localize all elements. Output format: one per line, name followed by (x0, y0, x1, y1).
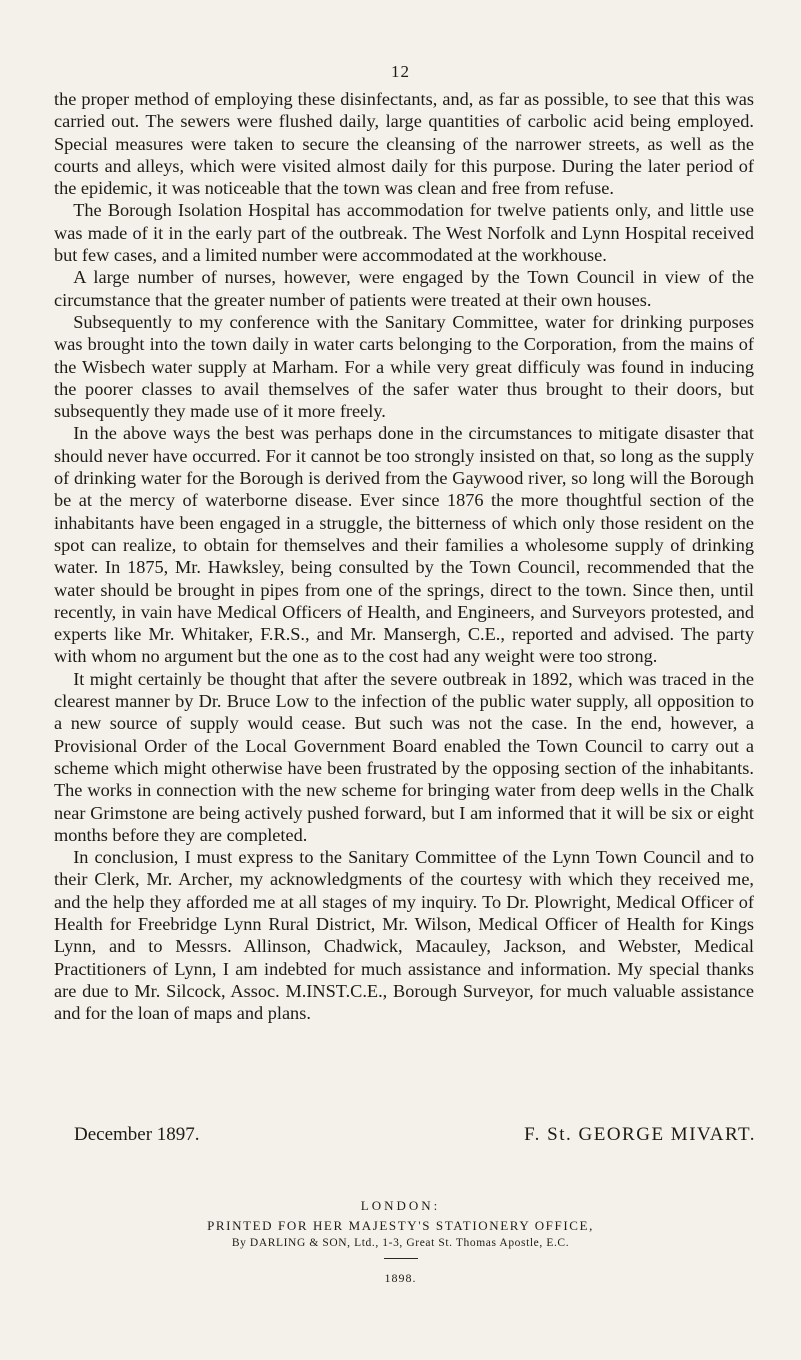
imprint-year: 1898. (384, 1271, 417, 1285)
report-body (54, 88, 754, 1024)
paragraph-disinfection: the proper method of employing these disinfectants, and, as far as possible, to see that this was carried out. The sewers were flushed daily, large quantities of carbolic acid being employed. Special measures were taken to secure the cleansing of the narrower streets, as well as the courts and alleys, which were visited almost daily for this purpose. During the later period of the epidemic, it was noticeable that the town was clean and free from refuse. (54, 89, 754, 199)
paragraph-water-supply-history: In the above ways the best was perhaps done in the circumstances to mitigate disaster that should never have occurred. For it cannot be too strongly insisted on that, so long as the supply of drinking water for the Borough is derived from the Gaywood river, so long will the Borough be at the mercy of waterborne disease. Ever since 1876 the more thoughtful section of the inhabitants have been engaged in a struggle, the bitterness of which only those resident on the spot can realize, to obtain for themselves and their families a wholesome supply of drinking water. In 1875, Mr. Hawksley, being consulted by the Town Council, recommended that the water should be brought in pipes from one of the springs, direct to the town. Since then, until recently, in vain have Medical Officers of Health, and Engineers, and Surveyors protested, and experts like Mr. Whitaker, F.R.S., and Mr. Mansergh, C.E., reported and advised. The party with whom no argument but the one as to the cost had any weight were too strong. (54, 423, 754, 667)
imprint-printed-for: PRINTED FOR HER MAJESTY'S STATIONERY OFFICE, (207, 1218, 594, 1233)
printer-imprint (0, 1198, 801, 1286)
paragraph-isolation-hospital: The Borough Isolation Hospital has accommodation for twelve patients only, and little use was made of it in the early part of the outbreak. The West Norfolk and Lynn Hospital received but few cases, and a limited number were accommodated at the workhouse. (54, 200, 754, 266)
page-number: 12 (391, 62, 410, 81)
paragraph-new-scheme: It might certainly be thought that after the severe outbreak in 1892, which was traced in the clearest manner by Dr. Bruce Low to the infection of the public water supply, all opposition to a new source of supply would cease. But such was not the case. In the end, however, a Provisional Order of the Local Government Board enabled the Town Council to carry out a scheme which might otherwise have been frustrated by the opposing section of the inhabitants. The works in connection with the new scheme for bringing water from deep wells in the Chalk near Grimstone are being actively pushed forward, but I am informed that it will be six or eight months before they are completed. (54, 668, 754, 845)
paragraph-water-carts: Subsequently to my conference with the Sanitary Committee, water for drinking purposes was brought into the town daily in water carts belonging to the Corporation, from the mains of the Wisbech water supply at Marham. For a while very great difficuly was found in inducing the poorer classes to avail themselves of the safer water thus brought to their doors, but subsequently they made use of it more freely. (54, 311, 754, 422)
report-date: December 1897. (74, 1124, 200, 1145)
imprint-divider (384, 1258, 418, 1259)
paragraph-acknowledgments: In conclusion, I must express to the Sanitary Committee of the Lynn Town Council and to their Clerk, Mr. Archer, my acknowledgments of the courtesy with which they received me, and the help they afforded me at all stages of my inquiry. To Dr. Plowright, Medical Officer of Health for Freebridge Lynn Rural District, Mr. Wilson, Medical Officer of Health for Kings Lynn, and to Messrs. Allinson, Chadwick, Macauley, Jackson, and Webster, Medical Practitioners of Lynn, I am indebted for much assistance and information. My special thanks are due to Mr. Silcock, Assoc. M.INST.C.E., Borough Surveyor, for much valuable assistance and for the loan of maps and plans. (54, 847, 754, 1024)
imprint-city: LONDON: (360, 1198, 441, 1213)
author-signature: F. St. GEORGE MIVART. (524, 1124, 756, 1145)
paragraph-nurses: A large number of nurses, however, were engaged by the Town Council in view of the circumstance that the greater number of patients were treated at their own houses. (54, 267, 754, 310)
signoff (74, 1124, 756, 1146)
imprint-printer: By DARLING & SON, Ltd., 1-3, Great St. Thomas Apostle, E.C. (231, 1237, 570, 1249)
